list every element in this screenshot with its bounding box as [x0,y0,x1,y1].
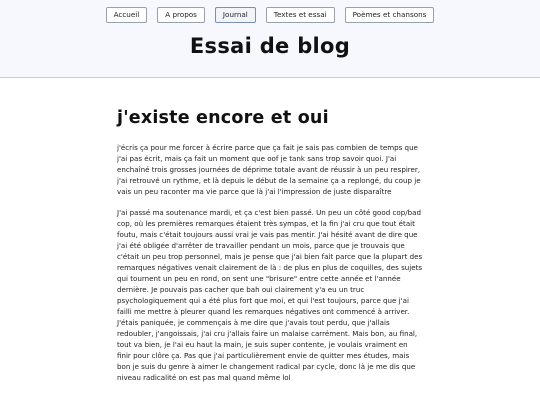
nav-item-a-propos[interactable]: A propos [157,7,205,23]
nav-item-poemes-et-chansons[interactable]: Poèmes et chansons [345,7,435,23]
top-nav [0,7,540,23]
site-header [0,0,540,78]
post-content [117,108,423,393]
post-body [117,142,423,383]
post-paragraph: J'ai passé ma soutenance mardi, et ça c'est bien passé. Un peu un côté good cop/bad cop, où les premières remarques étaient très sympas, et la fin j'ai cru que tout était foutu, mais c'était toujours aussi vrai je vais pas mentir. J'ai hésité avant de dire que j'ai été obligée d'arrêter de travailler pendant un mois, parce que je trouvais que c'était un peu trop personnel, mais je pense que j'ai bien fait parce que la plupart des remarques négatives venait clairement de là : de plus en plus de coquilles, des sujets qui tournent un peu en rond, on sent une "brisure" entre cette année et l'année dernière. Je pouvais pas cacher que bah oui clairement y'a eu un truc psychologiquement qui a été plus fort que moi, et qui l'est toujours, parce que j'ai failli me mettre à pleurer quand les remarques négatives ont commencé à arriver. J'étais paniquée, je commençais à me dire que j'avais tout perdu, que j'allais redoubler, j'angoissais, j'ai cru j'allais faire un malaise carrément. Mais bon, au final, tout va bien, je l'ai eu haut la main, je suis super contente, je voulais vraiment en finir pour clôre ça. Pas que j'ai particulièrement envie de quitter mes études, mais bon je suis du genre à aimer le changement radical par cycle, donc là je me dis que niveau radicalité on est pas mal quand même lol [117,208,423,382]
nav-item-journal[interactable]: Journal [215,7,256,23]
post-title: j'existe encore et oui [117,108,329,128]
nav-item-textes-et-essai[interactable]: Textes et essai [266,7,335,23]
site-title: Essai de blog [189,34,351,58]
post-paragraph: j'écris ça pour me forcer à écrire parce que ça fait je sais pas combien de temps que j'ai pas écrit, mais ça fait un moment que oof je tank sans trop savoir quoi. J'ai enchaîné trois grosses journées de déprime totale avant de réussir à un peu respirer, j'ai retrouvé un rythme, et là depuis le début de la semaine ça a replongé, du coup je vais un peu raconter ma vie parce que là j'ai l'impression de juste disparaître [117,143,421,196]
nav-item-accueil[interactable]: Accueil [106,7,148,23]
